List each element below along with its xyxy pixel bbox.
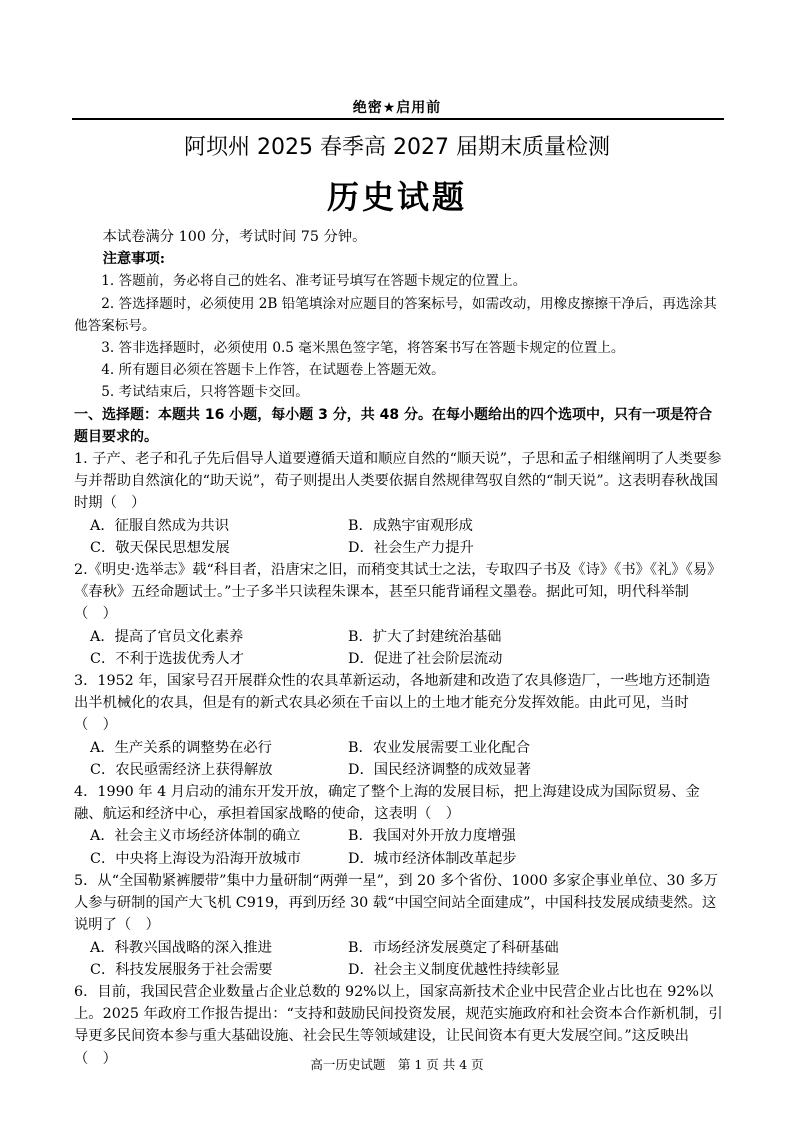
header-rule (72, 118, 724, 120)
option-b: B．市场经济发展奠定了科研基础 (348, 939, 559, 956)
options-grid (74, 626, 724, 670)
option-b: B．成熟宇宙观形成 (348, 517, 473, 534)
note-item: 3. 答非选择题时，必须使用 0.5 毫米黑色签字笔，将答案书写在答题卡规定的位置上。 (101, 340, 625, 357)
option-a: A．提高了官员文化素养 (90, 628, 244, 645)
option-d: D．社会主义制度优越性持续彰显 (348, 961, 560, 978)
option-c: C．科技发展服务于社会需要 (90, 961, 273, 978)
note-item: 1. 答题前，务必将自己的姓名、准考证号填写在答题卡规定的位置上。 (101, 273, 527, 290)
option-a: A．生产关系的调整势在必行 (90, 739, 272, 756)
question-block (74, 448, 724, 559)
section-heading: 一、选择题：本题共 16 小题，每小题 3 分，共 48 分。在每小题给出的四个选项中，只有一项是符合题目要求的。 (74, 406, 712, 445)
subject-title: 历史试题 (326, 178, 467, 216)
option-b: B．扩大了封建统治基础 (348, 628, 502, 645)
option-c: C．中央将上海设为沿海开放城市 (90, 850, 302, 867)
note-item: 2. 答选择题时，必须使用 2B 铅笔填涂对应题目的答案标号，如需改动，用橡皮擦擦干净后，再选涂其他答案标号。 (74, 295, 717, 334)
question-stem: 1. 子产、老子和孔子先后倡导人道要遵循天道和顺应自然的“顺天说”，子思和孟子相继阐明了人类要参与并帮助自然演化的“助天说”，荀子则提出人类要依据自然规律驾驭自然的“制天说”。这表明春秋战国时期（ ） (74, 451, 722, 512)
option-c: C．农民亟需经济上获得解放 (90, 761, 273, 778)
question-stem: 3．1952 年，国家号召开展群众性的农具革新运动，各地新建和改造了农具修造厂，一些地方还制造出半机械化的农具，但是有的新式农具必须在千亩以上的土地才能充分发挥效能。由此可见，当时（ ） (74, 673, 711, 734)
question-block (74, 870, 724, 981)
option-d: D．城市经济体制改革起步 (348, 850, 517, 867)
option-c: C．敬天保民思想发展 (90, 539, 230, 556)
exam-title: 阿坝州 2025 春季高 2027 届期末质量检测 (184, 135, 610, 160)
option-c: C．不利于选拔优秀人才 (90, 650, 244, 667)
option-d: D．社会生产力提升 (348, 539, 474, 556)
option-d: D．促进了社会阶层流动 (348, 650, 503, 667)
secret-mark: 绝密★启用前 (352, 100, 442, 116)
question-block (74, 559, 724, 670)
question-stem: 6．目前，我国民营企业数量占企业总数的 92%以上，国家高新技术企业中民营企业占比也在 92%以上。2025 年政府工作报告提出：“支持和鼓励民间投资发展，规范实施政府和社会资本合作新机制，引导更多民间资本参与重大基础设施、社会民生等领域建设，让民间资本有更大发展空间。”这反映出（ ） (74, 983, 723, 1067)
option-a: A．社会主义市场经济体制的确立 (90, 828, 301, 845)
option-a: A．征服自然成为共识 (90, 517, 229, 534)
option-d: D．国民经济调整的成效显著 (348, 761, 532, 778)
page-footer: 高一历史试题 第 1 页 共 4 页 (310, 1057, 484, 1072)
question-stem: 5．从“全国勒紧裤腰带”集中力量研制“两弹一星”，到 20 多个省份、1000 多家企事业单位、30 多万人参与研制的国产大飞机 C919，再到历经 30 载“中国空间站全面建成”，中国科技发展成绩斐然。这说明了（ ） (74, 872, 718, 934)
question-block (74, 781, 724, 870)
score-info: 本试卷满分 100 分，考试时间 75 分钟。 (102, 229, 367, 245)
exam-body (74, 226, 724, 1070)
options-grid (74, 825, 724, 869)
option-b: B．我国对外开放力度增强 (348, 828, 516, 845)
options-grid (74, 515, 724, 559)
note-item: 4. 所有题目必须在答题卡上作答，在试题卷上答题无效。 (101, 362, 445, 379)
question-stem: 2.《明史·选举志》载“科目者，沿唐宋之旧，而稍变其试士之法，专取四子书及《诗》《书》《礼》《易》《春秋》五经命题试士。”士子多半只读程朱课本，甚至只能背诵程文墨卷。据此可知，明代科举制（ ） (74, 562, 722, 623)
options-grid (74, 737, 724, 781)
options-grid (74, 937, 724, 981)
question-block (74, 670, 724, 781)
option-b: B．农业发展需要工业化配合 (348, 739, 531, 756)
notes-heading: 注意事项: (102, 251, 166, 268)
note-item: 5. 考试结束后，只将答题卡交回。 (101, 384, 309, 401)
question-stem: 4．1990 年 4 月启动的浦东开发开放，确定了整个上海的发展目标，把上海建设成为国际贸易、金融、航运和经济中心，承担着国家战略的使命，这表明（ ） (74, 784, 700, 823)
option-a: A．科教兴国战略的深入推进 (90, 939, 272, 956)
